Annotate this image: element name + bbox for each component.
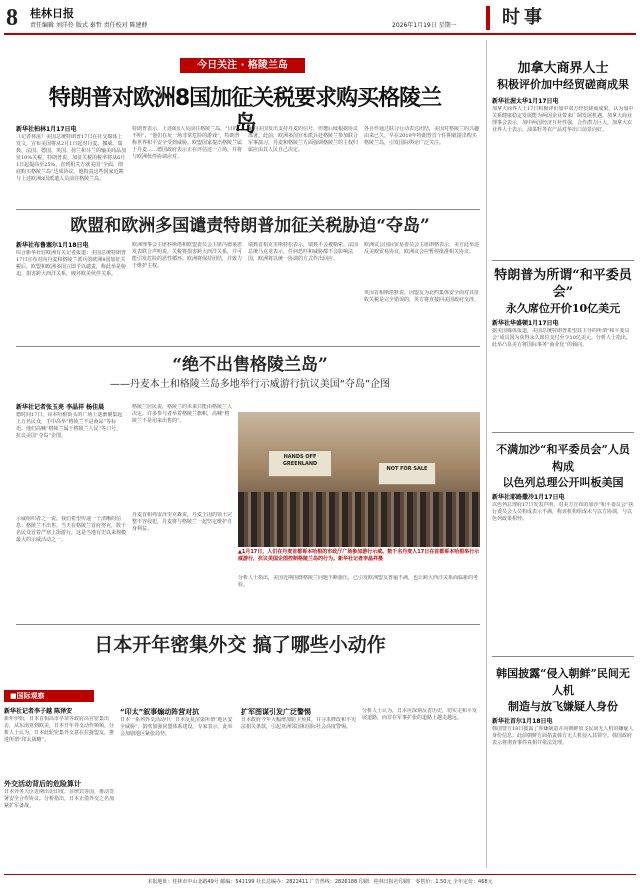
staff-credits: 责任编辑 刘洋伶 版式 秦哲 责任校对 陈建薛 [30,22,148,29]
quote-text-3: 格陵兰居民说，格陵兰的未来只能由格陵兰人决定。许多参与者举着格陵兰旗帜，高喊“格陵兰不是用来出售的”。 [132,404,232,424]
canada-headline-2: 积极评价加中经贸磋商成果 [497,78,629,91]
japan-subhead-1: 外交活动背后的危险算计 [4,780,81,788]
peace-board-text: 据美国媒体报道，美国总统特朗普希望其主导的所谓“和平委员会”成员国为获得永久席位支付至少10亿美元。分析人士指出，此举凸显美方将国际事务“商业化”的倾向。 [492,328,631,348]
protest-sign: HANDS OFF GREENLAND [268,450,332,477]
japan-subhead-2: “印太”叙事煽动阵营对抗 [120,708,200,716]
crowd-image [238,492,480,547]
peace-board-headline-2: 永久席位开价10亿美元 [505,302,621,315]
quote-text-1: 德时间17日，哥本哈根街头的广场上逐渐聚集起上万名民众，手中高举“格陵兰不是商品”等标语。他们高喊“格陵兰属于格陵兰人民”等口号，抗议美国“夺岛”企图。 [16,412,123,439]
israel-text: 以色列总理府17日发表声明，对美方宣布的加沙“和平委员会”执行委员会人员构成表示不满，称该机构组成未与以方协调，与以色列政策相悖。 [492,502,634,522]
focus-text-2: 特朗普表示，上述8国人员前往格陵兰岛，“目的不明”，“他们在玩一场非常危险的游戏”，特朗普称世界和平安全受到威胁。欧盟国家提出格陵兰属于丹麦……德国政府表示正在评估这一立场，并将与欧洲伙伴协调应对。 [132,126,242,160]
focus-byline: 新华社柏林1月17日电 [16,126,77,133]
newspaper-logo: 桂林日报 [30,7,74,20]
section-title-text: 时事 [502,7,546,28]
europe-byline: 新华社布鲁塞尔1月18日电 [16,242,89,249]
section-title [486,6,638,30]
focus-text-3: 家向美国发出支持丹麦的信号，但遭后续根据协议部署。此前，欧洲多国宣布派兵赴格陵兰参加联合军事演习，丹麦和格陵兰方面强调格陵兰的主权归属应由其人民自己决定。 [248,126,358,153]
europe-text-1: 综合新华社驻欧洲有关记者报道：美国总统特朗普17日宣布对向丹麦和格陵兰派兵的欧洲8国加征关税后，欧盟和欧洲多国立即予以谴责，称此举是胁迫，损害跨大西洋关系，破坏欧美伙伴关系。 [16,250,126,277]
canada-headline: 加拿大商界人士 [517,61,609,76]
focus-text-1: （记者林滋）美国总统特朗普17日在社交媒体上发文，宣布美国将从2月1日起对丹麦、挪威、瑞典、法国、德国、英国、荷兰和芬兰的输美商品加征10%关税。特朗普说，加征关税的税率将从6月1日起提高至25%，直到相关方就美国“全面、彻底购买格陵兰岛”达成协议。他指责这些国家近期与上述欧洲8国派遣人员前往格陵兰岛。 [16,134,126,182]
israel-headline: 不满加沙“和平委员会”人员构成 [496,443,630,473]
japan-text-4: 日本政府今年大幅增加防卫预算，并寻求修改和平宪法相关条款，引起亚洲邻国和国际社会高度警惕。 [241,717,356,730]
divider [16,209,480,210]
divider [492,432,634,433]
focus-headline: 特朗普对欧洲8国加征关税要求购买格陵兰岛 [48,86,442,137]
header-rule [4,33,636,35]
japan-text-5: 分析人士认为，日本应深刻反省历史，切实走和平发展道路，而非在军事扩张的道路上越走越远。 [362,708,478,721]
page-number: 8 [6,5,18,31]
international-observation-tag: ■国际观察 [4,690,94,702]
divider [16,346,480,347]
japan-byline: 新华社记者李子越 陈泽安 [4,708,73,715]
israel-byline: 新华社耶路撒冷1月17日电 [492,494,565,501]
korea-byline: 新华社首尔1月18日电 [492,718,553,725]
quote-subheadline: ——丹麦本土和格陵兰岛多地举行示威游行抗议美国“夺岛”企图 [109,379,391,390]
quote-text-2: 示威组织者之一说，我们希望传递一个清晰的信息：格陵兰不出售。当天在格陵兰首府努克，数千名民众冒着严寒上街游行，这是当地有史以来规模最大的示威活动之一。 [16,516,126,543]
korea-headline: 韩国披露“侵入朝鲜”民间无人机 [496,667,630,697]
quote-headline: “绝不出售格陵兰岛” [172,355,328,375]
divider [492,656,634,657]
japan-col-1 [4,708,114,868]
focus-label: 今日关注 · 格陵兰岛 [180,58,305,73]
quote-col-1 [16,404,126,620]
divider [16,624,480,625]
europe-text-4: 欧洲议会国际贸易委员会主席朗格表示，美方此举违反美欧贸易协议，欧洲议会应暂停批准相关协议。 [364,242,480,255]
issue-date: 2026年1月19日 星期一 [392,22,457,29]
quote-text-4: 丹麦首相弗雷泽里克森说，丹麦王国的领土完整不容侵犯，丹麦将与格陵兰一起坚定维护自身利益。 [132,512,232,532]
israel-headline-2: 以色列总理公开叫板美国 [502,476,624,489]
canada-text: 加拿大商界人士17日积极评价加中双方经贸磋商成果，认为加中关系健康稳定发展能为两国企业带来广阔发展机遇。加拿大商业理事会表示，加中两国经济互补性强，合作潜力巨大。加拿大农业界人士表示，油菜籽等农产品对华出口前景向好。 [492,106,634,133]
europe-text-5: 英国首相斯塔默说，因盟友为北约集体安全而对其征收关税是完全错误的，英方将直接同美国政府交涉。 [364,290,480,303]
japan-headline: 日本开年密集外交 搞了哪些小动作 [94,634,386,656]
focus-text-4: 各自作通过联合行动表达团结，美国对格陵兰的兴趣由来已久，早在2019年特朗普首个任期就提出购买格陵兰岛，引发国际舆论广泛关注。 [364,126,480,146]
photo-caption: ▲1月17日，人们在丹麦首都哥本哈根的市政厅广场参加游行示威。数千名丹麦人17日在首都哥本哈根举行示威游行，抗议美国企图控制格陵兰岛的行为。新华社记者李晶祥摄 [238,549,480,562]
japan-text-3: 日本一系列外交活动中，日本反复渲染所谓“地区安全威胁”，鼓吹加强同盟体系建设。专家表示，此举会加剧地区紧张局势。 [120,717,233,737]
japan-subhead-3: 扩军图谋引发广泛警惕 [241,708,311,716]
right-column [492,40,634,836]
japan-text-2: 日本外务大臣近期出访印度、菲律宾等国，推动签署安全合作协议。分析指出，日本正借外交之名加紧扩军备战。 [4,789,114,809]
korea-headline-2: 制造与放飞嫌疑人身份 [508,700,618,713]
peace-board-headline: 特朗普为所谓“和平委员会” [494,268,632,300]
protest-sign: NOT FOR SALE [378,462,436,485]
quote-col-2 [132,404,232,620]
europe-text-2: 欧洲理事会主席科斯塔和欧盟委员会主席冯德莱恩发表联合声明说，关税将损害跨大西洋关系，并可能引发危险的恶性循环。欧洲将保持团结，并致力于维护主权。 [132,242,242,269]
korea-text: 韩国警方18日披露了涉嫌制造并向朝鲜放飞民间无人机的嫌疑人身份信息。此前朝鲜方面指责韩方无人机侵入其领空。韩国政府表示将彻查事件真相并依法处理。 [492,726,634,746]
protest-photo [238,412,480,547]
quote-text-5: 分析人士指出，美国近期围绕格陵兰问题不断施压，已引发欧洲盟友普遍不满，也让跨大西洋关系面临新的考验。 [238,575,479,588]
quote-byline: 新华社记者张玉亮 李晶祥 杨佳晨 [16,404,105,411]
europe-headline: 欧盟和欧洲多国谴责特朗普加征关税胁迫“夺岛” [70,216,430,236]
peace-board-byline: 新华社华盛顿1月17日电 [492,320,559,327]
japan-col-3 [241,708,356,868]
japan-text-1: 新年伊始，日本首相高市早苗等政府高官密集出访，从东南亚到欧美，日本开年外交动作频频。分析人士认为，日本此轮密集外交意在拉拢盟友，推进所谓“印太战略”。 [4,716,114,743]
canada-byline: 新华社渥太华1月17日电 [492,98,559,105]
focus-col-1 [16,126,126,206]
japan-col-2 [120,708,235,868]
footer-info: 本报地址：桂林市中山北路49号 邮编：541199 社长总编办：2822411 广告热线：2826188 印刷：桂林日报社印刷厂 零售价：1.50元 全年定价：468元 [4,874,636,886]
divider [492,260,634,261]
europe-text-3: 瑞典首相克里斯特松表示，瑞典不会被勒索。法国总统马克龙表示，任何恐吓和威胁都不会影响法国，欧洲将以统一协调的方式作出回应。 [248,242,358,262]
column-divider [486,40,487,868]
europe-col-1 [16,242,126,342]
